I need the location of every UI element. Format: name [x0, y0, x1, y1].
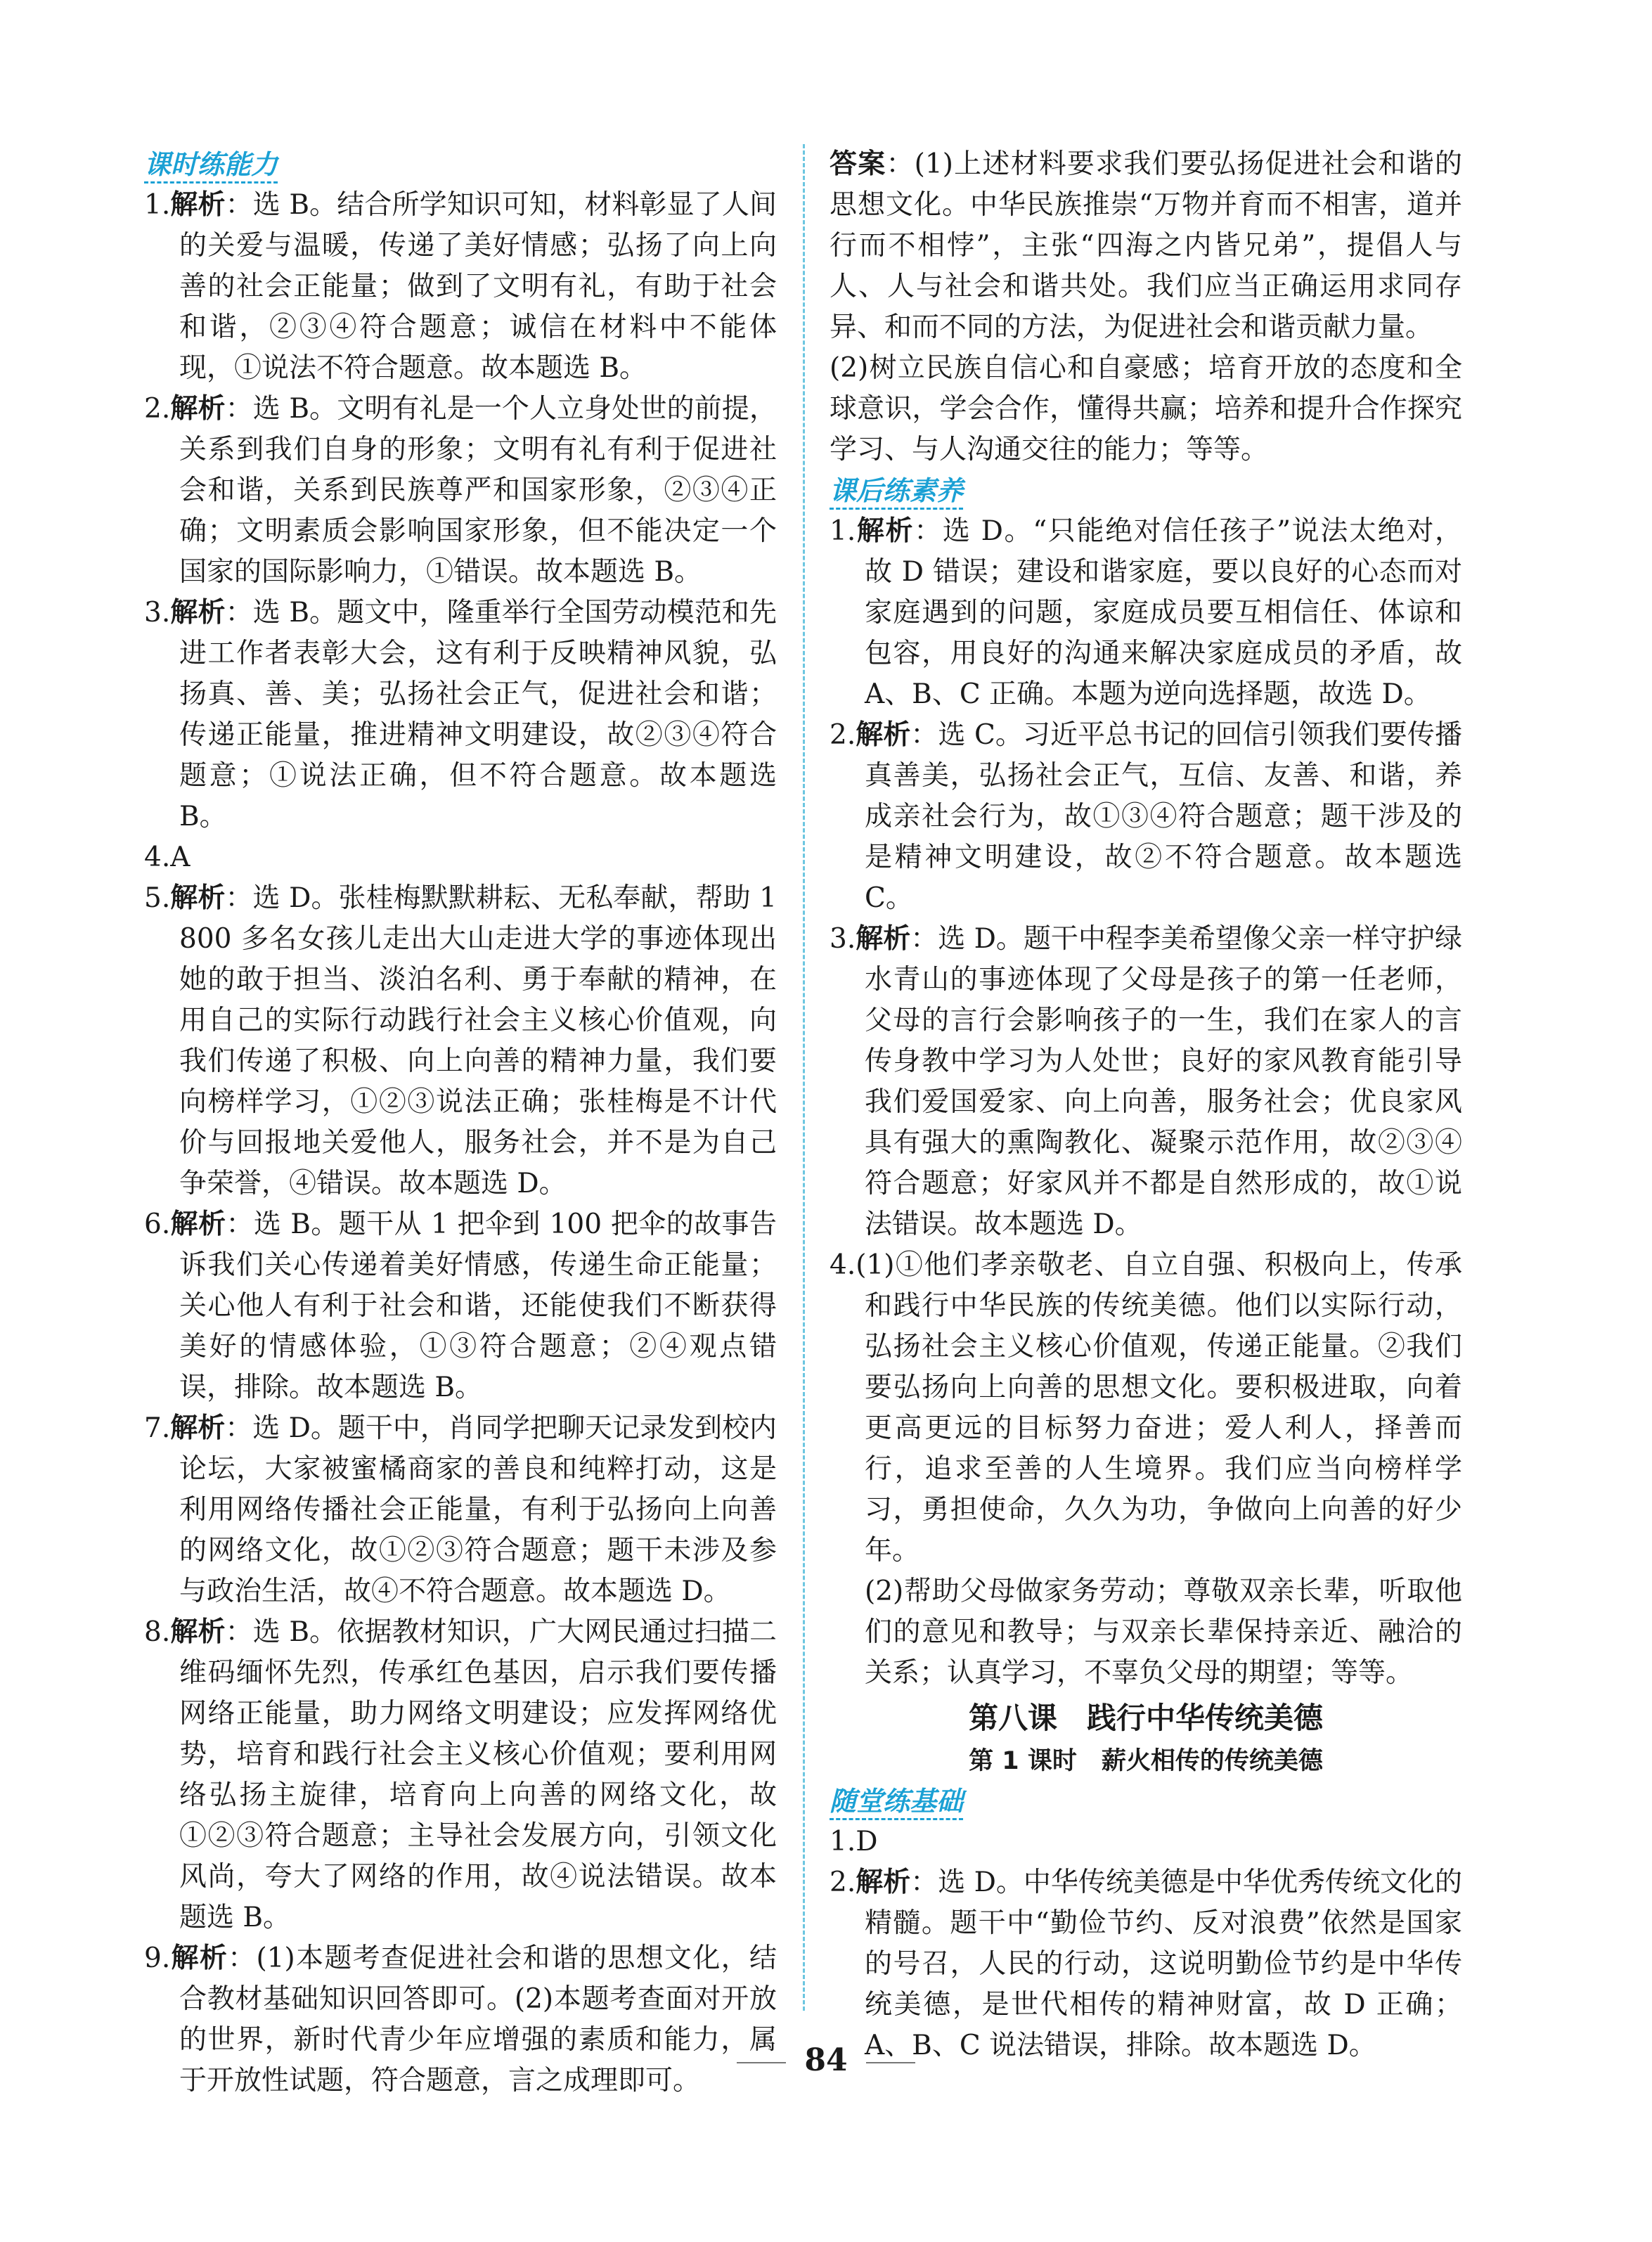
answer-item-3	[144, 593, 777, 837]
answer-item-r2	[830, 715, 1462, 919]
answer-item-1	[144, 185, 777, 389]
item-keyword: 解析	[856, 719, 911, 751]
page-footer	[0, 2042, 1652, 2078]
item-body: ：选 D。“只能绝对信任孩子”说法太绝对，故 D 错误；建设和谐家庭，要以良好的心态而对家庭遇到的问题，家庭成员要互相信任、体谅和包容，用良好的沟通来解决家庭成员的矛盾，故 A、B、C 正确。本题为逆向选择题，故选 D。	[865, 515, 1462, 710]
item-number: 1.	[830, 515, 856, 547]
item-number: 8.	[144, 1616, 171, 1648]
item-number: 9.	[144, 1943, 171, 1974]
answer-item-8	[144, 1612, 777, 1938]
answer-item-5	[144, 878, 777, 1204]
lesson-title: 第八课 践行中华传统美德	[968, 1701, 1323, 1735]
item-keyword: 解析	[170, 882, 226, 914]
answer-item-s2	[830, 1862, 1462, 2066]
item-body: D	[856, 1826, 878, 1857]
answer-paragraph-1	[830, 144, 1462, 348]
period-title: 第 1 课时 薪火相传的传统美德	[969, 1747, 1323, 1775]
answer-item-2	[144, 389, 777, 593]
item-number: 2.	[830, 719, 856, 751]
item-body: ：选 C。习近平总书记的回信引领我们要传播真善美，弘扬社会正气，互信、友善、和谐，养成亲社会行为，故①③④符合题意；题干涉及的是精神文明建设，故②不符合题意。故本题选 C。	[865, 719, 1462, 914]
item-number: 2.	[144, 393, 171, 425]
left-column	[144, 144, 777, 2101]
page-number: 84	[804, 2042, 848, 2078]
item-number: 3.	[830, 923, 856, 955]
item-keyword: 解析	[170, 1209, 226, 1240]
right-column	[830, 144, 1462, 2066]
item-keyword: 解析	[170, 189, 226, 221]
item-body: ：选 D。张桂梅默默耕耘、无私奉献，帮助 1 800 多名女孩儿走出大山走进大学的事迹体现出她的敢于担当、淡泊名利、勇于奉献的精神，在用自己的实际行动践行社会主义核心价值观，向我们传递了积极、向上向善的精神力量，我们要向榜样学习，①②③说法正确；张桂梅是不计代价与回报地关爱他人，服务社会，并不是为自己争荣誉，④错误。故本题选 D。	[179, 882, 777, 1199]
footer-rule-right	[866, 2062, 915, 2063]
item-number: 1.	[830, 1826, 856, 1857]
item-body: ：选 B。结合所学知识可知，材料彰显了人间的关爱与温暖，传递了美好情感；弘扬了向上向善的社会正能量；做到了文明有礼，有助于社会和谐，②③④符合题意；诚信在材料中不能体现，①说法不符合题意。故本题选 B。	[179, 189, 777, 384]
item-body: ：选 D。中华传统美德是中华优秀传统文化的精髓。题干中“勤俭节约、反对浪费”依然是国家的号召，人民的行动，这说明勤俭节约是中华传统美德，是世代相传的精神财富，故 D 正确；A、B、C 说法错误，排除。故本题选 D。	[865, 1867, 1462, 2061]
item-number: 1.	[144, 189, 171, 221]
answer-item-7	[144, 1408, 777, 1612]
item-body: ：选 B。题干从 1 把伞到 100 把伞的故事告诉我们关心传递着美好情感，传递生命正能量；关心他人有利于社会和谐，还能使我们不断获得美好的情感体验，①③符合题意；②④观点错误，排除。故本题选 B。	[179, 1209, 777, 1403]
column-divider	[803, 144, 805, 2011]
answer-item-r4-part2: (2)帮助父母做家务劳动；尊敬双亲长辈，听取他们的意见和教导；与双亲长辈保持亲近、融洽的关系；认真学习，不辜负父母的期望；等等。	[865, 1576, 1462, 1689]
item-number: 2.	[830, 1867, 856, 1898]
answer-paragraph-2: (2)树立民族自信心和自豪感；培育开放的态度和全球意识，学会合作，懂得共赢；培养和提升合作探究学习、与人沟通交往的能力；等等。	[830, 352, 1462, 465]
item-keyword: 解析	[170, 393, 226, 425]
item-keyword: 解析	[170, 1412, 226, 1444]
item-keyword: 解析	[170, 1616, 226, 1648]
answer-item-4	[144, 837, 777, 878]
item-number: 5.	[144, 882, 171, 914]
answer-item-6	[144, 1204, 777, 1408]
item-body: (1)①他们孝亲敬老、自立自强、积极向上，传承和践行中华民族的传统美德。他们以实际行动，弘扬社会主义核心价值观，传递正能量。②我们要弘扬向上向善的思想文化。要积极进取，向着更高更远的目标努力奋进；爱人利人，择善而行，追求至善的人生境界。我们应当向榜样学习，勇担使命，久久为功，争做向上向善的好少年。	[856, 1249, 1462, 1566]
item-keyword: 解析	[856, 515, 915, 547]
item-body: ：选 B。文明有礼是一个人立身处世的前提，关系到我们自身的形象；文明有礼有利于促进社会和谐，关系到民族尊严和国家形象，②③④正确；文明素质会影响国家形象，但不能决定一个国家的国际影响力，①错误。故本题选 B。	[179, 393, 777, 588]
item-body: ：(1)本题考查促进社会和谐的思想文化，结合教材基础知识回答即可。(2)本题考查面对开放的世界，新时代青少年应增强的素质和能力，属于开放性试题，符合题意，言之成理即可。	[179, 1943, 777, 2096]
item-body: ：选 D。题干中，肖同学把聊天记录发到校内论坛，大家被蜜橘商家的善良和纯粹打动，这是利用网络传播社会正能量，有利于弘扬向上向善的网络文化，故①②③符合题意；题干未涉及参与政治生活，故④不符合题意。故本题选 D。	[179, 1412, 777, 1607]
item-number: 4.	[144, 842, 171, 873]
item-number: 6.	[144, 1209, 171, 1240]
item-body: A	[170, 842, 191, 873]
section-heading-suitang: 随堂练基础	[830, 1781, 1462, 1822]
item-body: ：选 B。依据教材知识，广大网民通过扫描二维码缅怀先烈，传承红色基因，启示我们要传播网络正能量，助力网络文明建设；应发挥网络优势，培育和践行社会主义核心价值观；要利用网络弘扬主旋律，培育向上向善的网络文化，故①②③符合题意；主导社会发展方向，引领文化风尚，夸大了网络的作用，故④说法错误。故本题选 B。	[179, 1616, 777, 1933]
item-body: ：选 B。题文中，隆重举行全国劳动模范和先进工作者表彰大会，这有利于反映精神风貌，弘扬真、善、美；弘扬社会正气，促进社会和谐；传递正能量，推进精神文明建设，故②③④符合题意；①说法正确，但不符合题意。故本题选 B。	[179, 597, 777, 832]
footer-rule-left	[737, 2062, 786, 2063]
answer-item-r4	[830, 1245, 1462, 1571]
answer-item-r1	[830, 511, 1462, 715]
item-keyword: 解析	[856, 923, 911, 955]
item-number: 4.	[830, 1249, 856, 1281]
answer-keyword: 答案	[830, 148, 886, 180]
item-number: 7.	[144, 1412, 171, 1444]
answer-body: ：(1)上述材料要求我们要弘扬促进社会和谐的思想文化。中华民族推崇“万物并育而不相害，道并行而不相悖”，主张“四海之内皆兄弟”，提倡人与人、人与社会和谐共处。我们应当正确运用求同存异、和而不同的方法，为促进社会和谐贡献力量。	[830, 148, 1462, 343]
section-heading-keshi: 课时练能力	[144, 144, 777, 185]
item-keyword: 解析	[170, 1943, 228, 1974]
item-body: ：选 D。题干中程李美希望像父亲一样守护绿水青山的事迹体现了父母是孩子的第一任老师，父母的言行会影响孩子的一生，我们在家人的言传身教中学习为人处世；良好的家风教育能引导我们爱国爱家、向上向善，服务社会；优良家风具有强大的熏陶教化、凝聚示范作用，故②③④符合题意；好家风并不都是自然形成的，故①说法错误。故本题选 D。	[865, 923, 1462, 1240]
item-keyword: 解析	[856, 1867, 911, 1898]
answer-item-s1	[830, 1822, 1462, 1862]
item-keyword: 解析	[170, 597, 226, 629]
item-number: 3.	[144, 597, 171, 629]
answer-item-r3	[830, 919, 1462, 1245]
section-heading-kehou: 课后练素养	[830, 470, 1462, 511]
